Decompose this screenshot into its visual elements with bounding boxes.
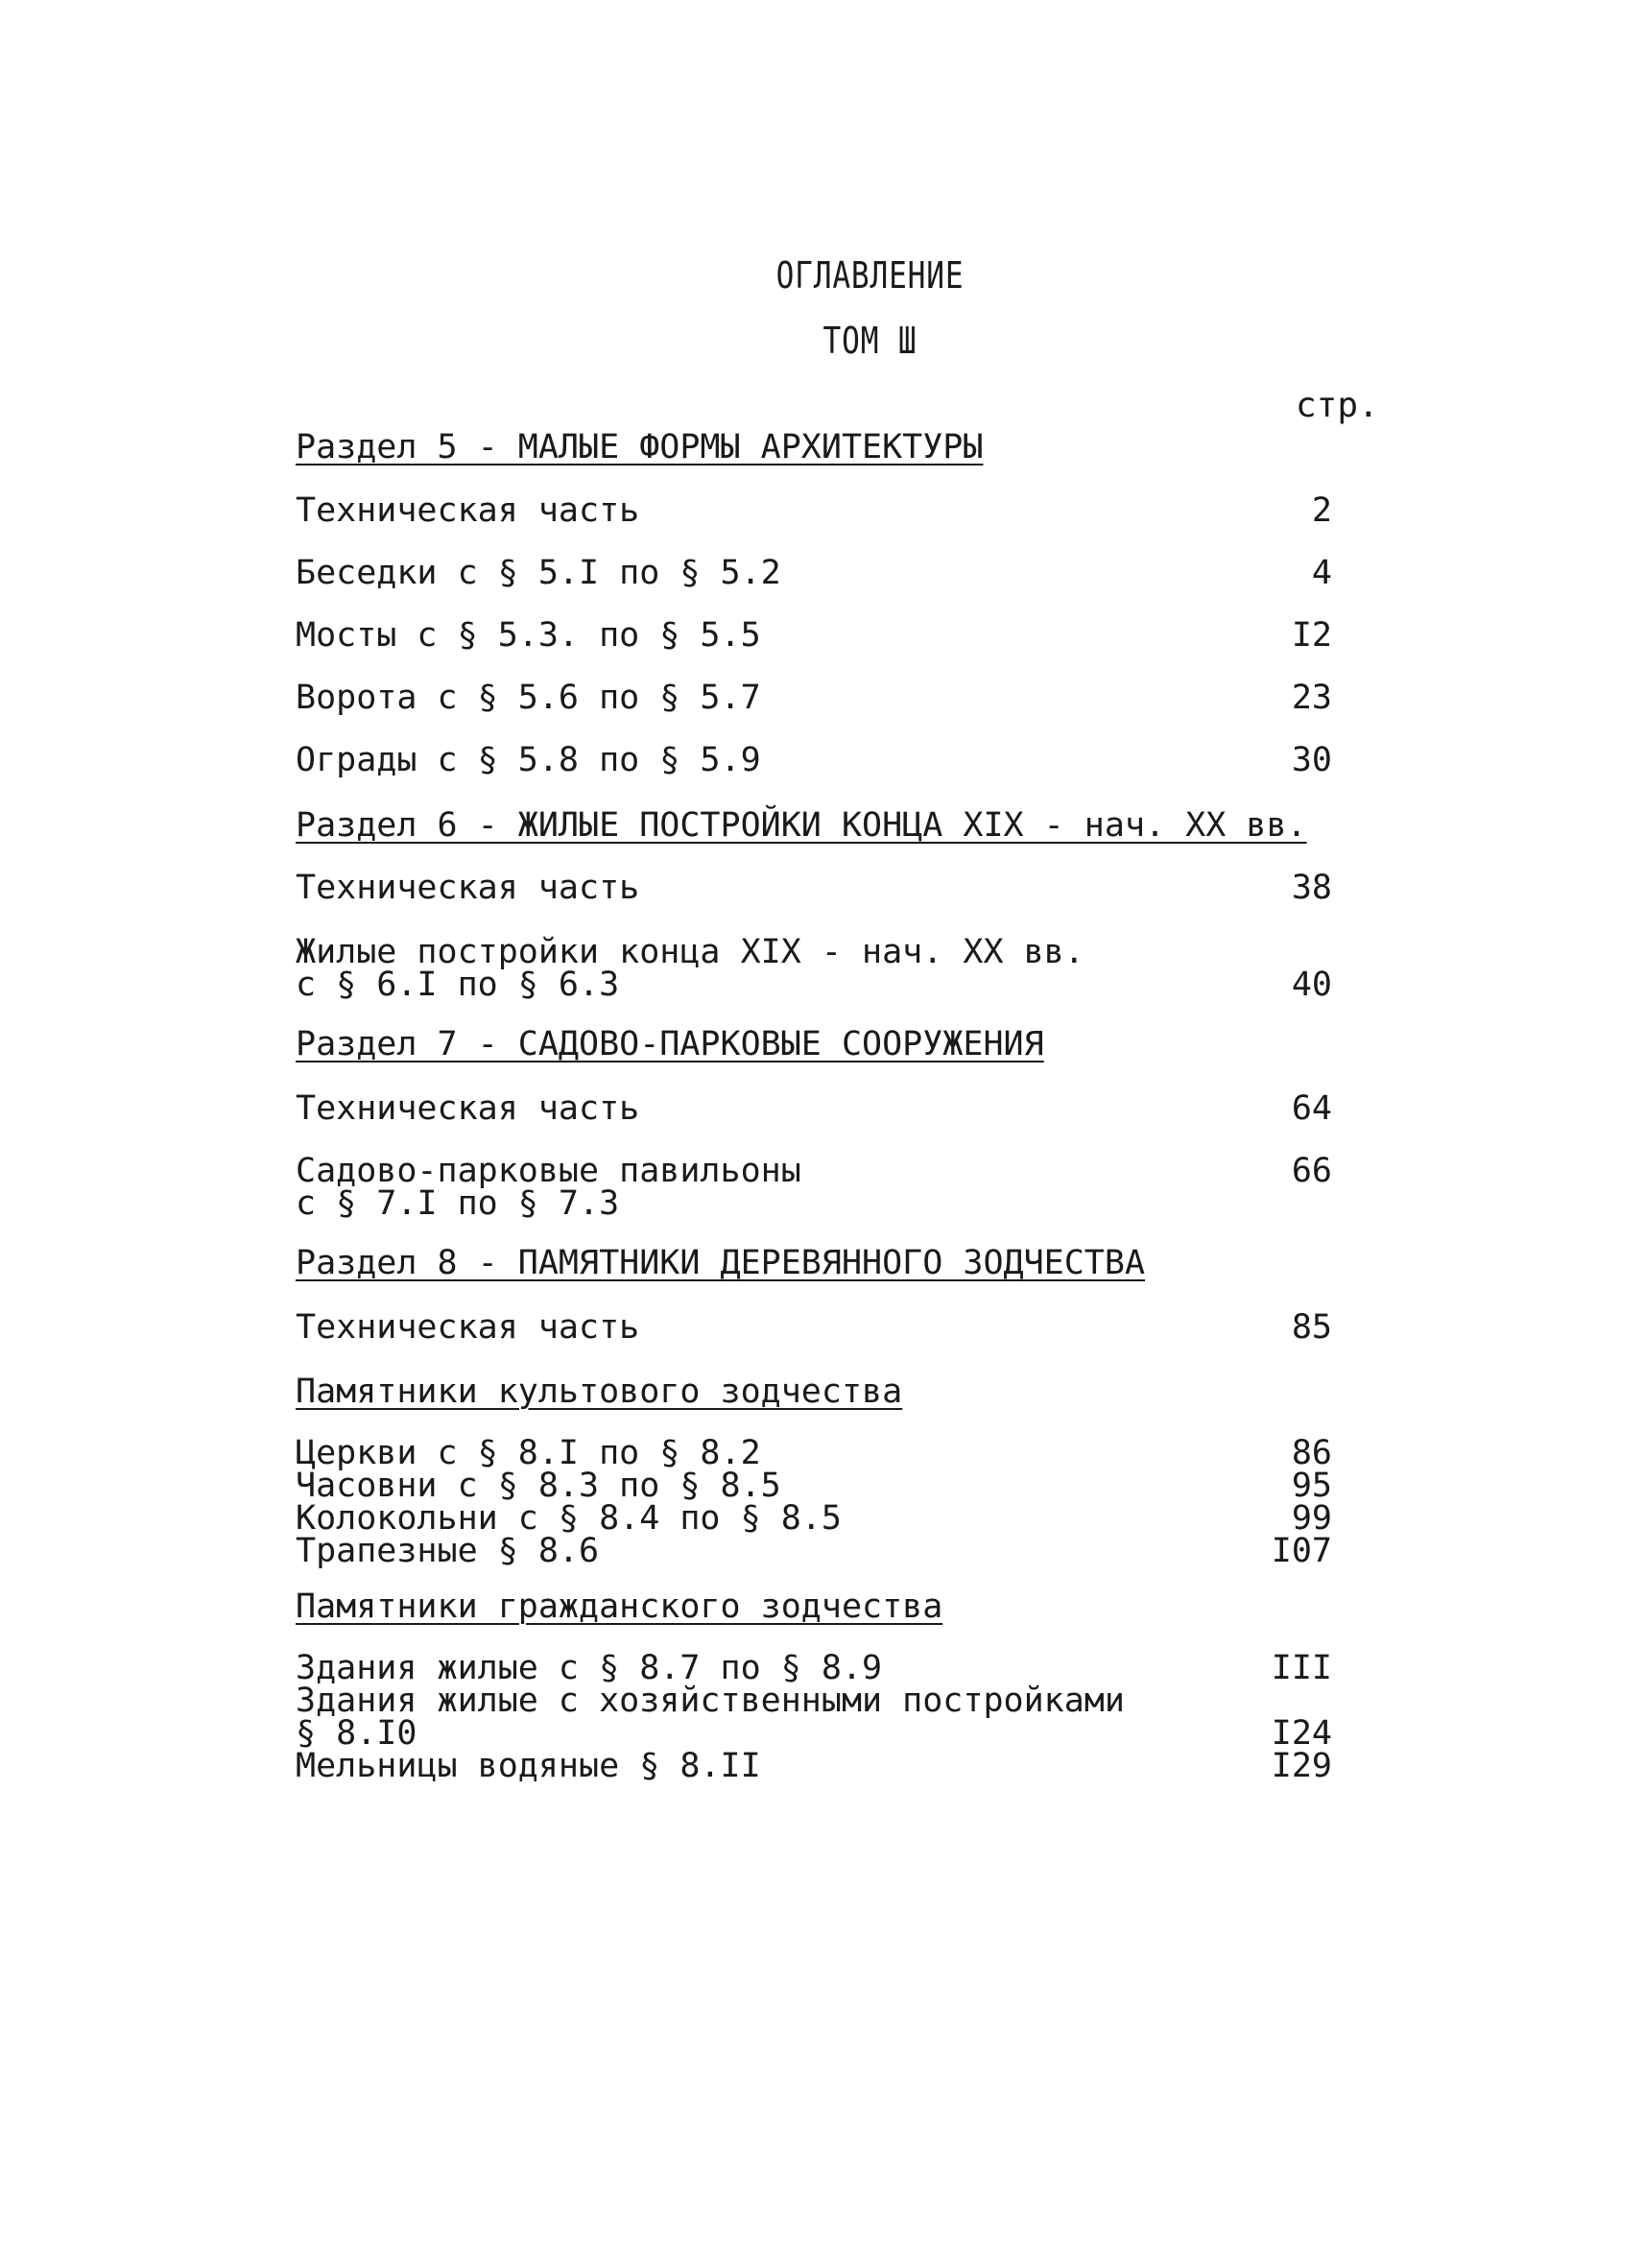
toc-entry [296,491,1332,530]
entry-label: Трапезные § 8.6 [296,1532,600,1570]
entry-label: Ограды с § 5.8 по § 5.9 [296,741,761,779]
toc-entry [296,1747,1332,1785]
entry-label: § 8.I0 [296,1714,417,1753]
section-heading: Раздел 5 - МАЛЫЕ ФОРМЫ АРХИТЕКТУРЫ [296,428,984,466]
toc-entry [296,1308,1332,1347]
toc-entry-group [296,1434,1332,1570]
entry-page: 86 [1291,1434,1332,1472]
toc-entry [296,741,1332,779]
toc-entry [296,616,1332,655]
toc-entry [296,1649,1332,1687]
entry-label: Техническая часть [296,491,640,530]
entry-page: III [1271,1649,1332,1687]
entry-page: 40 [1291,966,1332,1004]
entry-label: Здания жилые с хозяйственными постройками [296,1682,1125,1720]
toc-entry [296,869,1332,907]
entry-page: I07 [1271,1532,1332,1570]
entry-label: Ворота с § 5.6 по § 5.7 [296,679,761,717]
entry-label: Церкви с § 8.I по § 8.2 [296,1434,761,1472]
toc-entry [296,1714,1332,1753]
subsection-heading: Памятники культового зодчества [296,1373,903,1411]
entry-page: I29 [1271,1747,1332,1785]
entry-page: 85 [1291,1308,1332,1347]
volume-title: ТОМ Ш [822,320,917,362]
entry-label-line2: с § 6.I по § 6.3 [296,966,620,1004]
entry-page: 2 [1311,491,1332,530]
entry-label: Колокольни с § 8.4 по § 8.5 [296,1499,842,1538]
entry-page: 4 [1311,554,1332,592]
section-heading: Раздел 6 - ЖИЛЫЕ ПОСТРОЙКИ КОНЦА XIX - нач. XX вв. [296,806,1307,845]
entry-page: 95 [1291,1467,1332,1505]
section-heading: Раздел 7 - САДОВО-ПАРКОВЫЕ СООРУЖЕНИЯ [296,1025,1044,1063]
toc-entry-multiline [296,933,1332,1004]
entry-label: Мосты с § 5.3. по § 5.5 [296,616,761,655]
toc-entry [296,1532,1332,1570]
entry-page: 66 [1291,1152,1332,1190]
entry-label: Здания жилые с § 8.7 по § 8.9 [296,1649,883,1687]
entry-label: Часовни с § 8.3 по § 8.5 [296,1467,781,1505]
toc-entry-group [296,1649,1332,1785]
entry-page: 38 [1291,869,1332,907]
toc-entry-multiline [296,1152,1332,1223]
entry-label: Техническая часть [296,869,640,907]
subsection-heading: Памятники гражданского зодчества [296,1588,943,1626]
entry-label: Техническая часть [296,1308,640,1347]
page-column-label: стр. [1296,386,1379,425]
entry-label-line1: Жилые постройки конца XIX - нач. XX вв. [296,933,1084,971]
toc-entry [296,1467,1332,1505]
entry-page: 23 [1291,679,1332,717]
entry-label: Мельницы водяные § 8.II [296,1747,761,1785]
entry-page: I24 [1271,1714,1332,1753]
toc-entry [296,1499,1332,1538]
entry-label-line2: с § 7.I по § 7.3 [296,1184,620,1223]
entry-page: 99 [1291,1499,1332,1538]
toc-entry [296,679,1332,717]
entry-label: Беседки с § 5.I по § 5.2 [296,554,781,592]
entry-page: I2 [1291,616,1332,655]
toc-entry [296,1682,1332,1720]
entry-page: 30 [1291,741,1332,779]
entry-label-line1: Садово-парковые павильоны [296,1152,801,1190]
toc-entry [296,1434,1332,1472]
entry-label: Техническая часть [296,1089,640,1128]
doc-title: ОГЛАВЛЕНИЕ [775,254,965,297]
toc-entry [296,1089,1332,1128]
toc-entry [296,554,1332,592]
section-heading: Раздел 8 - ПАМЯТНИКИ ДЕРЕВЯННОГО ЗОДЧЕСТВА [296,1244,1146,1282]
entry-page: 64 [1291,1089,1332,1128]
